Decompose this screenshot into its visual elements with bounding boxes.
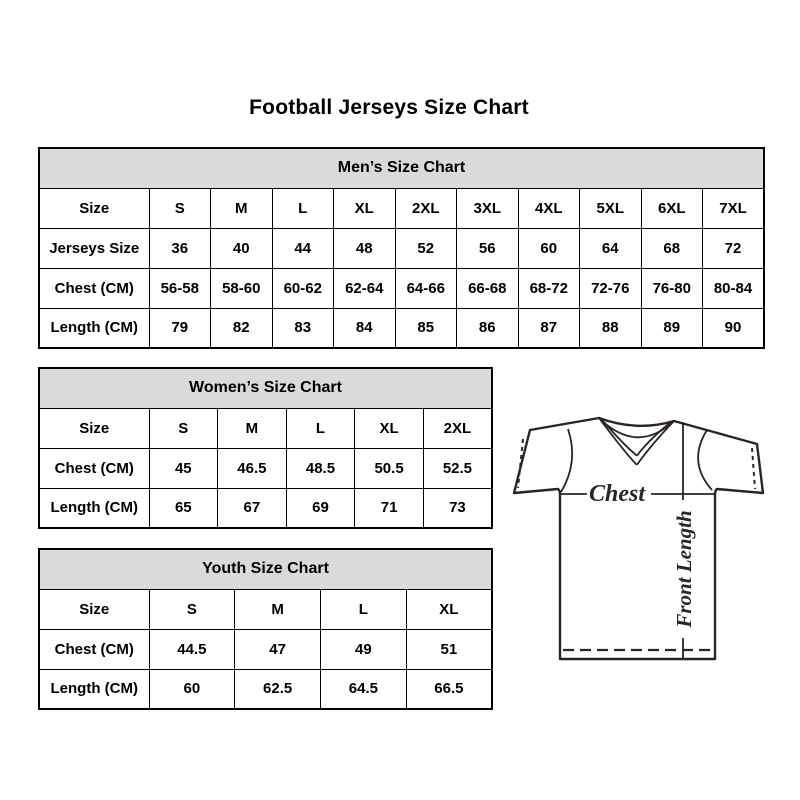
row-header-cell: Chest (CM) [39, 629, 149, 669]
table-cell: M [218, 408, 287, 448]
row-header-cell: Jerseys Size [39, 228, 149, 268]
table-cell: 7XL [703, 188, 765, 228]
table-cell: 40 [211, 228, 273, 268]
row-header-cell: Size [39, 589, 149, 629]
row-header-cell: Length (CM) [39, 669, 149, 709]
table-row [39, 589, 492, 629]
table-cell: 88 [580, 308, 642, 348]
table-cell: 79 [149, 308, 211, 348]
table-row [39, 448, 492, 488]
table-cell: 47 [235, 629, 321, 669]
table-cell: 48.5 [286, 448, 355, 488]
table-cell: 67 [218, 488, 287, 528]
row-header-cell: Length (CM) [39, 488, 149, 528]
row-header-cell: Length (CM) [39, 308, 149, 348]
table-cell: 76-80 [641, 268, 703, 308]
table-row [39, 669, 492, 709]
table-cell: L [272, 188, 334, 228]
table-cell: 66.5 [406, 669, 492, 709]
table-cell: 89 [641, 308, 703, 348]
table-cell: 48 [334, 228, 396, 268]
womens-size-table [38, 367, 493, 529]
table-cell: 2XL [423, 408, 492, 448]
table-cell: 49 [321, 629, 407, 669]
youth-table-title: Youth Size Chart [39, 549, 492, 589]
jersey-measurement-diagram [505, 402, 775, 672]
table-cell: 56-58 [149, 268, 211, 308]
table-row [39, 228, 764, 268]
table-cell: 86 [457, 308, 519, 348]
table-cell: 52.5 [423, 448, 492, 488]
page-title: Football Jerseys Size Chart [249, 96, 529, 119]
table-row [39, 188, 764, 228]
table-cell: 52 [395, 228, 457, 268]
table-cell: 56 [457, 228, 519, 268]
row-header-cell: Chest (CM) [39, 268, 149, 308]
table-cell: 62.5 [235, 669, 321, 709]
table-cell: L [286, 408, 355, 448]
table-cell: 58-60 [211, 268, 273, 308]
front-length-label: Front Length [672, 510, 696, 628]
table-header-row [39, 148, 764, 188]
right-cuff-dashed-line [752, 448, 755, 489]
table-cell: 73 [423, 488, 492, 528]
table-row [39, 488, 492, 528]
table-cell: 85 [395, 308, 457, 348]
table-cell: 60 [149, 669, 235, 709]
table-cell: 82 [211, 308, 273, 348]
table-row [39, 268, 764, 308]
table-cell: 51 [406, 629, 492, 669]
table-cell: XL [355, 408, 424, 448]
table-cell: L [321, 589, 407, 629]
table-cell: 69 [286, 488, 355, 528]
table-row [39, 308, 764, 348]
table-cell: 36 [149, 228, 211, 268]
table-cell: 64.5 [321, 669, 407, 709]
table-cell: 3XL [457, 188, 519, 228]
row-header-cell: Size [39, 188, 149, 228]
table-cell: 44 [272, 228, 334, 268]
table-cell: 71 [355, 488, 424, 528]
table-cell: XL [334, 188, 396, 228]
row-header-cell: Size [39, 408, 149, 448]
table-cell: S [149, 188, 211, 228]
table-cell: 64 [580, 228, 642, 268]
womens-table-title: Women’s Size Chart [39, 368, 492, 408]
table-cell: 72-76 [580, 268, 642, 308]
table-cell: 2XL [395, 188, 457, 228]
table-cell: 90 [703, 308, 765, 348]
table-cell: 66-68 [457, 268, 519, 308]
table-row [39, 629, 492, 669]
table-cell: 60-62 [272, 268, 334, 308]
table-cell: 44.5 [149, 629, 235, 669]
table-cell: 65 [149, 488, 218, 528]
table-cell: 84 [334, 308, 396, 348]
table-cell: M [235, 589, 321, 629]
table-cell: XL [406, 589, 492, 629]
table-cell: 50.5 [355, 448, 424, 488]
table-cell: 72 [703, 228, 765, 268]
chest-label: Chest [588, 481, 646, 507]
right-armhole-seam [698, 430, 712, 490]
table-cell: 46.5 [218, 448, 287, 488]
table-cell: 68-72 [518, 268, 580, 308]
table-cell: 87 [518, 308, 580, 348]
table-header-row [39, 368, 492, 408]
table-cell: 62-64 [334, 268, 396, 308]
table-cell: 45 [149, 448, 218, 488]
table-cell: S [149, 589, 235, 629]
table-cell: 6XL [641, 188, 703, 228]
youth-size-table [38, 548, 493, 710]
left-armhole-seam [561, 429, 572, 492]
mens-table-title: Men’s Size Chart [39, 148, 764, 188]
table-header-row [39, 549, 492, 589]
table-cell: 4XL [518, 188, 580, 228]
table-cell: 60 [518, 228, 580, 268]
table-cell: 83 [272, 308, 334, 348]
table-cell: 68 [641, 228, 703, 268]
table-cell: S [149, 408, 218, 448]
row-header-cell: Chest (CM) [39, 448, 149, 488]
mens-size-table [38, 147, 765, 349]
table-cell: 64-66 [395, 268, 457, 308]
table-row [39, 408, 492, 448]
table-cell: 5XL [580, 188, 642, 228]
table-cell: 80-84 [703, 268, 765, 308]
table-cell: M [211, 188, 273, 228]
